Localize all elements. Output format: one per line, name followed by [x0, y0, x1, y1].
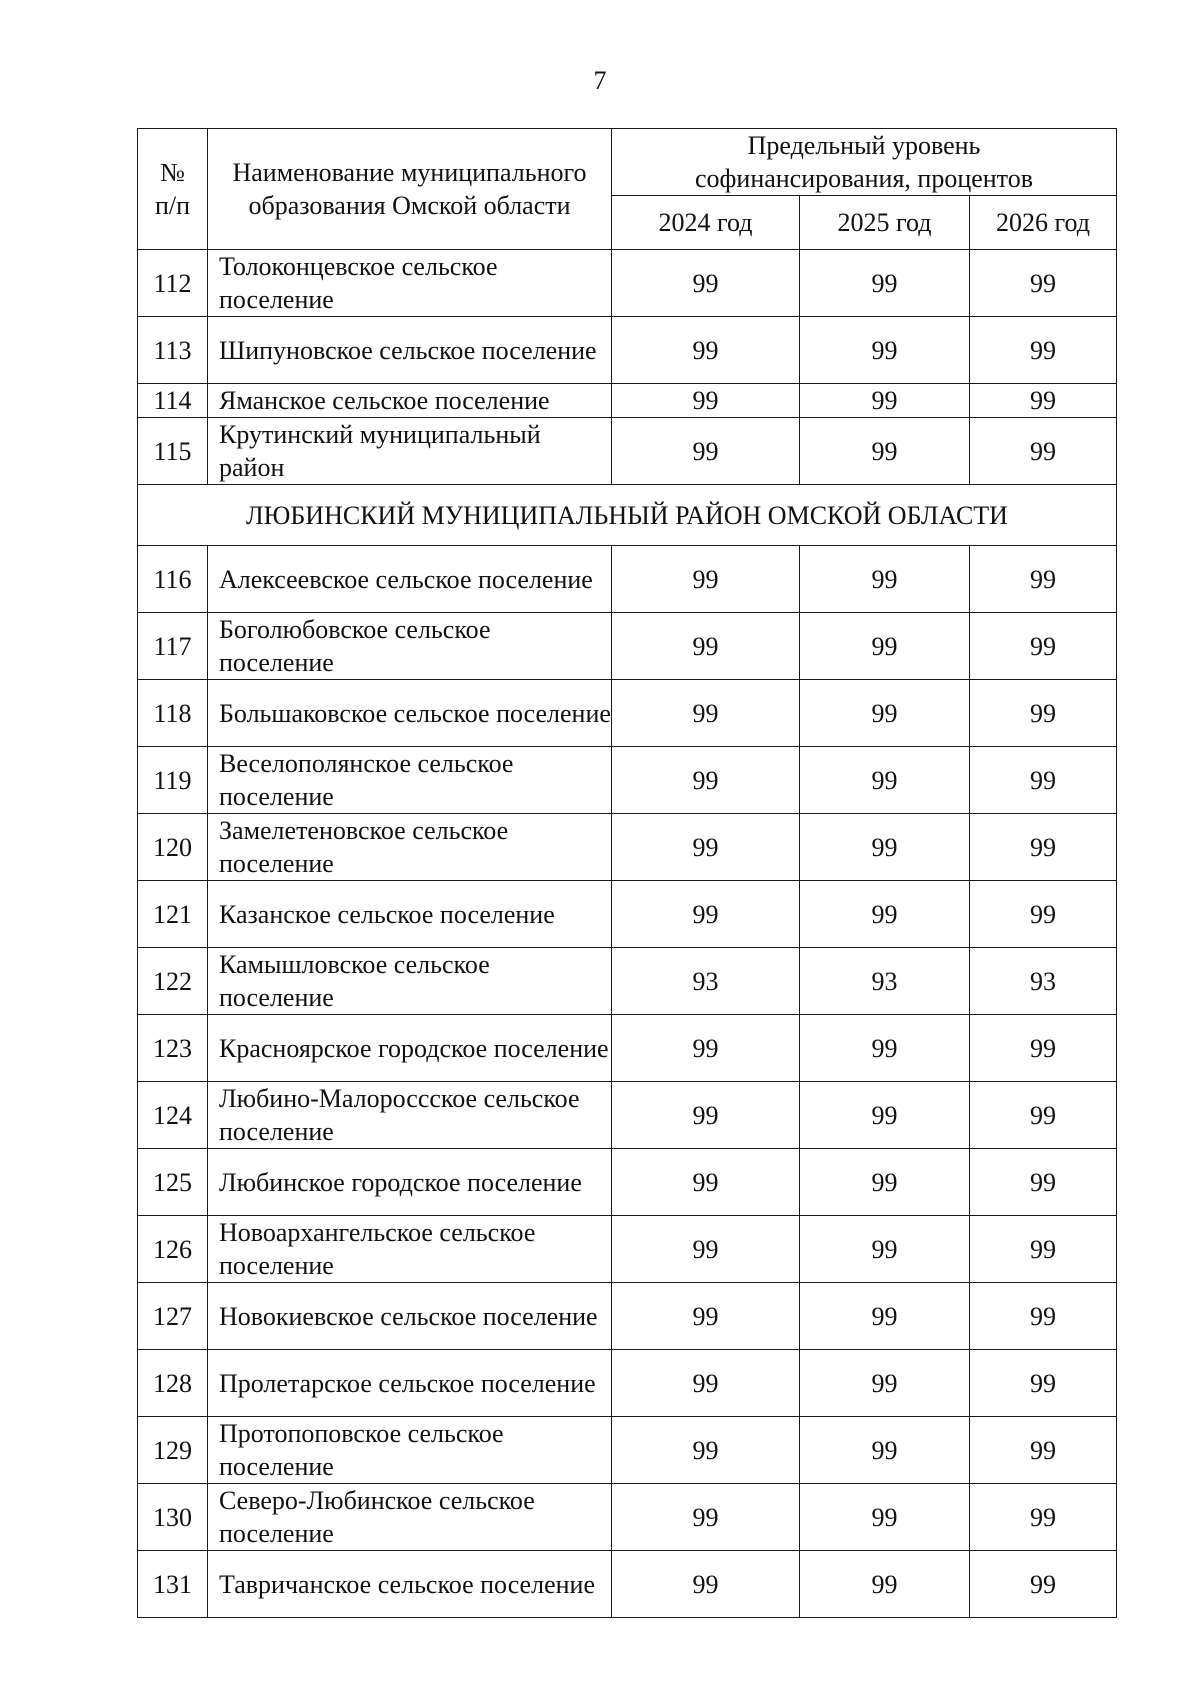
row-number: 117	[138, 613, 208, 680]
municipality-name: Новокиевское сельское поселение	[208, 1283, 612, 1350]
table-row	[138, 546, 1117, 613]
value-2026: 99	[970, 881, 1117, 948]
value-2025: 99	[800, 1551, 970, 1618]
value-2026: 99	[970, 317, 1117, 384]
row-number: 119	[138, 747, 208, 814]
value-2026: 93	[970, 948, 1117, 1015]
table-row	[138, 250, 1117, 317]
value-2025: 99	[800, 747, 970, 814]
row-number: 113	[138, 317, 208, 384]
value-2024: 99	[612, 613, 800, 680]
value-2025: 99	[800, 418, 970, 485]
value-2024: 99	[612, 1283, 800, 1350]
value-2025: 99	[800, 250, 970, 317]
municipality-name: Тавричанское сельское поселение	[208, 1551, 612, 1618]
municipality-name: Крутинский муниципальный район	[208, 418, 612, 485]
value-2025: 93	[800, 948, 970, 1015]
value-2024: 99	[612, 384, 800, 418]
row-number: 131	[138, 1551, 208, 1618]
value-2024: 93	[612, 948, 800, 1015]
table-row	[138, 1082, 1117, 1149]
value-2024: 99	[612, 1417, 800, 1484]
value-2024: 99	[612, 1149, 800, 1216]
value-2025: 99	[800, 384, 970, 418]
row-number: 122	[138, 948, 208, 1015]
value-2026: 99	[970, 814, 1117, 881]
value-2026: 99	[970, 1283, 1117, 1350]
municipality-name: Яманское сельское поселение	[208, 384, 612, 418]
table-row	[138, 613, 1117, 680]
value-2026: 99	[970, 1082, 1117, 1149]
table-row	[138, 317, 1117, 384]
value-2024: 99	[612, 747, 800, 814]
value-2024: 99	[612, 1082, 800, 1149]
table-row	[138, 1216, 1117, 1283]
row-number: 112	[138, 250, 208, 317]
value-2024: 99	[612, 250, 800, 317]
value-2024: 99	[612, 680, 800, 747]
value-2026: 99	[970, 1216, 1117, 1283]
row-number: 130	[138, 1484, 208, 1551]
value-2025: 99	[800, 546, 970, 613]
municipality-name: Северо-Любинское сельское поселение	[208, 1484, 612, 1551]
value-2026: 99	[970, 546, 1117, 613]
value-2025: 99	[800, 1350, 970, 1417]
value-2025: 99	[800, 881, 970, 948]
value-2025: 99	[800, 1082, 970, 1149]
value-2026: 99	[970, 250, 1117, 317]
value-2025: 99	[800, 1417, 970, 1484]
municipality-name: Протопоповское сельское поселение	[208, 1417, 612, 1484]
table-row	[138, 1551, 1117, 1618]
municipality-name: Казанское сельское поселение	[208, 881, 612, 948]
value-2025: 99	[800, 680, 970, 747]
column-header-number: № п/п	[138, 129, 208, 250]
row-number: 114	[138, 384, 208, 418]
table-row	[138, 1015, 1117, 1082]
value-2026: 99	[970, 1484, 1117, 1551]
row-number: 123	[138, 1015, 208, 1082]
value-2025: 99	[800, 1216, 970, 1283]
value-2025: 99	[800, 814, 970, 881]
value-2026: 99	[970, 1551, 1117, 1618]
table-row	[138, 384, 1117, 418]
table-row	[138, 1484, 1117, 1551]
value-2024: 99	[612, 881, 800, 948]
value-2025: 99	[800, 613, 970, 680]
value-2024: 99	[612, 1216, 800, 1283]
value-2025: 99	[800, 1015, 970, 1082]
value-2026: 99	[970, 418, 1117, 485]
value-2024: 99	[612, 418, 800, 485]
table-row	[138, 418, 1117, 485]
section-row	[138, 485, 1117, 546]
column-header-name: Наименование муниципального образования Омской области	[208, 129, 612, 250]
value-2026: 99	[970, 680, 1117, 747]
table-row	[138, 1417, 1117, 1484]
table-row	[138, 1350, 1117, 1417]
column-header-year-2024: 2024 год	[612, 196, 800, 250]
row-number: 126	[138, 1216, 208, 1283]
value-2024: 99	[612, 1484, 800, 1551]
municipality-name: Камышловское сельское поселение	[208, 948, 612, 1015]
row-number: 127	[138, 1283, 208, 1350]
row-number: 129	[138, 1417, 208, 1484]
municipality-name: Любинское городское поселение	[208, 1149, 612, 1216]
value-2024: 99	[612, 814, 800, 881]
value-2024: 99	[612, 1551, 800, 1618]
table-row	[138, 680, 1117, 747]
value-2025: 99	[800, 1149, 970, 1216]
municipality-name: Веселополянское сельское поселение	[208, 747, 612, 814]
municipality-name: Новоархангельское сельское поселение	[208, 1216, 612, 1283]
municipality-name: Красноярское городское поселение	[208, 1015, 612, 1082]
section-title: ЛЮБИНСКИЙ МУНИЦИПАЛЬНЫЙ РАЙОН ОМСКОЙ ОБЛАСТИ	[138, 485, 1117, 546]
row-number: 125	[138, 1149, 208, 1216]
value-2025: 99	[800, 1484, 970, 1551]
value-2025: 99	[800, 317, 970, 384]
value-2025: 99	[800, 1283, 970, 1350]
column-header-year-2026: 2026 год	[970, 196, 1117, 250]
municipality-name: Толоконцевское сельское поселение	[208, 250, 612, 317]
page-number: 7	[593, 66, 607, 95]
value-2024: 99	[612, 546, 800, 613]
municipality-name: Пролетарское сельское поселение	[208, 1350, 612, 1417]
cofinancing-table	[137, 128, 1117, 1618]
municipality-name: Любино-Малороссское сельское поселение	[208, 1082, 612, 1149]
value-2026: 99	[970, 613, 1117, 680]
table-row	[138, 881, 1117, 948]
column-header-cofinancing: Предельный уровень софинансирования, процентов	[612, 129, 1117, 196]
value-2026: 99	[970, 1149, 1117, 1216]
municipality-name: Замелетеновское сельское поселение	[208, 814, 612, 881]
value-2026: 99	[970, 1015, 1117, 1082]
municipality-name: Шипуновское сельское поселение	[208, 317, 612, 384]
table-row	[138, 814, 1117, 881]
value-2024: 99	[612, 1015, 800, 1082]
row-number: 124	[138, 1082, 208, 1149]
municipality-name: Большаковское сельское поселение	[208, 680, 612, 747]
value-2026: 99	[970, 747, 1117, 814]
row-number: 128	[138, 1350, 208, 1417]
value-2024: 99	[612, 1350, 800, 1417]
row-number: 121	[138, 881, 208, 948]
column-header-year-2025: 2025 год	[800, 196, 970, 250]
value-2024: 99	[612, 317, 800, 384]
table-row	[138, 948, 1117, 1015]
row-number: 116	[138, 546, 208, 613]
value-2026: 99	[970, 384, 1117, 418]
value-2026: 99	[970, 1350, 1117, 1417]
table-row	[138, 1149, 1117, 1216]
value-2026: 99	[970, 1417, 1117, 1484]
row-number: 115	[138, 418, 208, 485]
table-row	[138, 1283, 1117, 1350]
row-number: 118	[138, 680, 208, 747]
municipality-name: Алексеевское сельское поселение	[208, 546, 612, 613]
row-number: 120	[138, 814, 208, 881]
municipality-name: Боголюбовское сельское поселение	[208, 613, 612, 680]
table-row	[138, 747, 1117, 814]
